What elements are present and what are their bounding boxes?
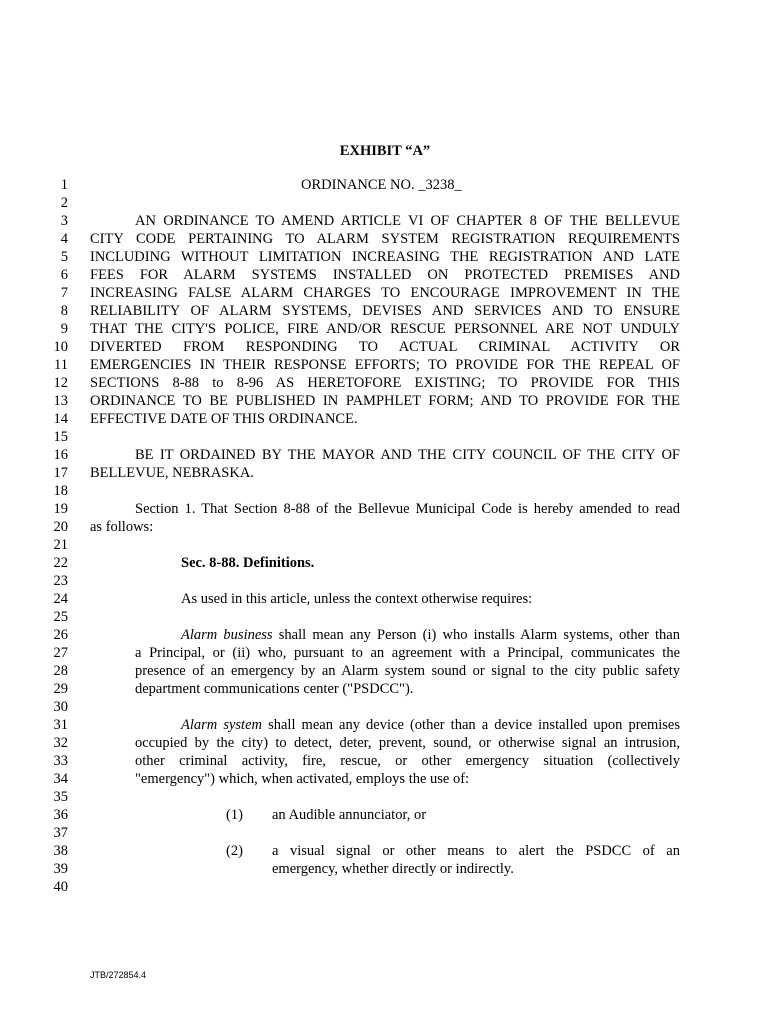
line-number: 31 [53, 717, 68, 733]
line-number: 37 [53, 825, 68, 841]
preamble-line: CITY CODE PERTAINING TO ALARM SYSTEM REGISTRATION REQUIREMENTS [90, 231, 680, 247]
line-number: 38 [53, 843, 68, 859]
alarm-business-term: Alarm business [181, 627, 273, 643]
alarm-business-line: presence of an emergency by an Alarm system sound or signal to the city public safety [135, 663, 680, 679]
line-number: 32 [53, 735, 68, 751]
line-number: 36 [53, 807, 68, 823]
line-number: 9 [60, 321, 68, 337]
ordinance-number: ORDINANCE NO. _3238_ [301, 177, 462, 193]
list-item-number: (2) [226, 843, 243, 859]
line-number: 5 [60, 249, 68, 265]
preamble-line: FEES FOR ALARM SYSTEMS INSTALLED ON PROTECTED PREMISES AND [90, 267, 680, 283]
line-number: 14 [53, 411, 68, 427]
line-number: 15 [53, 429, 68, 445]
line-number: 11 [54, 357, 68, 373]
line-number: 26 [53, 627, 68, 643]
line-number: 28 [53, 663, 68, 679]
list-item-text: a visual signal or other means to alert the PSDCC of an [272, 843, 680, 859]
line-number: 4 [60, 231, 68, 247]
line-number: 30 [53, 699, 68, 715]
exhibit-title: EXHIBIT “A” [339, 143, 431, 159]
line-number: 33 [53, 753, 68, 769]
list-item-text: an Audible annunciator, or [272, 807, 427, 823]
alarm-system-line [181, 716, 680, 734]
ordained-line: BE IT ORDAINED BY THE MAYOR AND THE CITY COUNCIL OF THE CITY OF [135, 447, 680, 463]
line-number: 29 [53, 681, 68, 697]
ordained-line: BELLEVUE, NEBRASKA. [90, 465, 254, 481]
line-number: 3 [60, 213, 68, 229]
line-number: 25 [53, 609, 68, 625]
line-number: 1 [60, 177, 68, 193]
preamble-line: INCLUDING WITHOUT LIMITATION INCREASING THE REGISTRATION AND LATE [90, 249, 680, 265]
preamble-line: RELIABILITY OF ALARM SYSTEMS, DEVISES AND SERVICES AND TO ENSURE [90, 303, 680, 319]
line-number: 22 [53, 555, 68, 571]
line-number: 8 [60, 303, 68, 319]
line-number: 6 [60, 267, 68, 283]
alarm-system-line: occupied by the city) to detect, deter, prevent, sound, or otherwise signal an intrusion, [135, 735, 680, 751]
line-number: 27 [53, 645, 68, 661]
line-number: 7 [60, 285, 68, 301]
line-number: 34 [53, 771, 68, 787]
section1-line: Section 1. That Section 8-88 of the Bellevue Municipal Code is hereby amended to read [135, 501, 680, 517]
line-number: 17 [53, 465, 68, 481]
line-number: 18 [53, 483, 68, 499]
line-number: 10 [53, 339, 68, 355]
line-number: 2 [60, 195, 68, 211]
preamble-line: AN ORDINANCE TO AMEND ARTICLE VI OF CHAPTER 8 OF THE BELLEVUE [135, 213, 680, 229]
alarm-business-line: department communications center ("PSDCC"). [135, 681, 414, 697]
preamble-line: DIVERTED FROM RESPONDING TO ACTUAL CRIMINAL ACTIVITY OR [90, 339, 680, 355]
alarm-system-term: Alarm system [181, 717, 262, 733]
line-number: 21 [53, 537, 68, 553]
line-number: 13 [53, 393, 68, 409]
preamble-line: SECTIONS 8-88 to 8-96 AS HERETOFORE EXISTING; TO PROVIDE FOR THIS [90, 375, 680, 391]
section-heading: Sec. 8-88. Definitions. [181, 555, 315, 571]
alarm-business-line: a Principal, or (ii) who, pursuant to an agreement with a Principal, communicates the [135, 645, 680, 661]
document-footer-id: JTB/272854.4 [90, 970, 147, 980]
alarm-system-line: other criminal activity, fire, rescue, or other emergency situation (collectively [135, 753, 680, 769]
list-item-text: emergency, whether directly or indirectly. [272, 861, 514, 877]
alarm-business-line [181, 626, 680, 644]
line-number: 20 [53, 519, 68, 535]
section1-line: as follows: [90, 519, 154, 535]
preamble-line: EMERGENCIES IN THEIR RESPONSE EFFORTS; TO PROVIDE FOR THE REPEAL OF [90, 357, 680, 373]
alarm-system-line: "emergency") which, when activated, employs the use of: [135, 771, 470, 787]
definitions-intro: As used in this article, unless the context otherwise requires: [181, 591, 533, 607]
line-number: 24 [53, 591, 68, 607]
line-number: 23 [53, 573, 68, 589]
line-number: 16 [53, 447, 68, 463]
line-number: 40 [53, 879, 68, 895]
preamble-line: INCREASING FALSE ALARM CHARGES TO ENCOURAGE IMPROVEMENT IN THE [90, 285, 680, 301]
preamble-line: THAT THE CITY'S POLICE, FIRE AND/OR RESCUE PERSONNEL ARE NOT UNDULY [90, 321, 680, 337]
list-item-number: (1) [226, 807, 243, 823]
line-number: 19 [53, 501, 68, 517]
preamble-line: ORDINANCE TO BE PUBLISHED IN PAMPHLET FORM; AND TO PROVIDE FOR THE [90, 393, 680, 409]
alarm-system-text: shall mean any device (other than a device installed upon premises [262, 717, 680, 733]
alarm-business-text: shall mean any Person (i) who installs Alarm systems, other than [272, 627, 680, 643]
preamble-line: EFFECTIVE DATE OF THIS ORDINANCE. [90, 411, 358, 427]
line-number: 35 [53, 789, 68, 805]
line-number: 39 [53, 861, 68, 877]
line-number: 12 [53, 375, 68, 391]
